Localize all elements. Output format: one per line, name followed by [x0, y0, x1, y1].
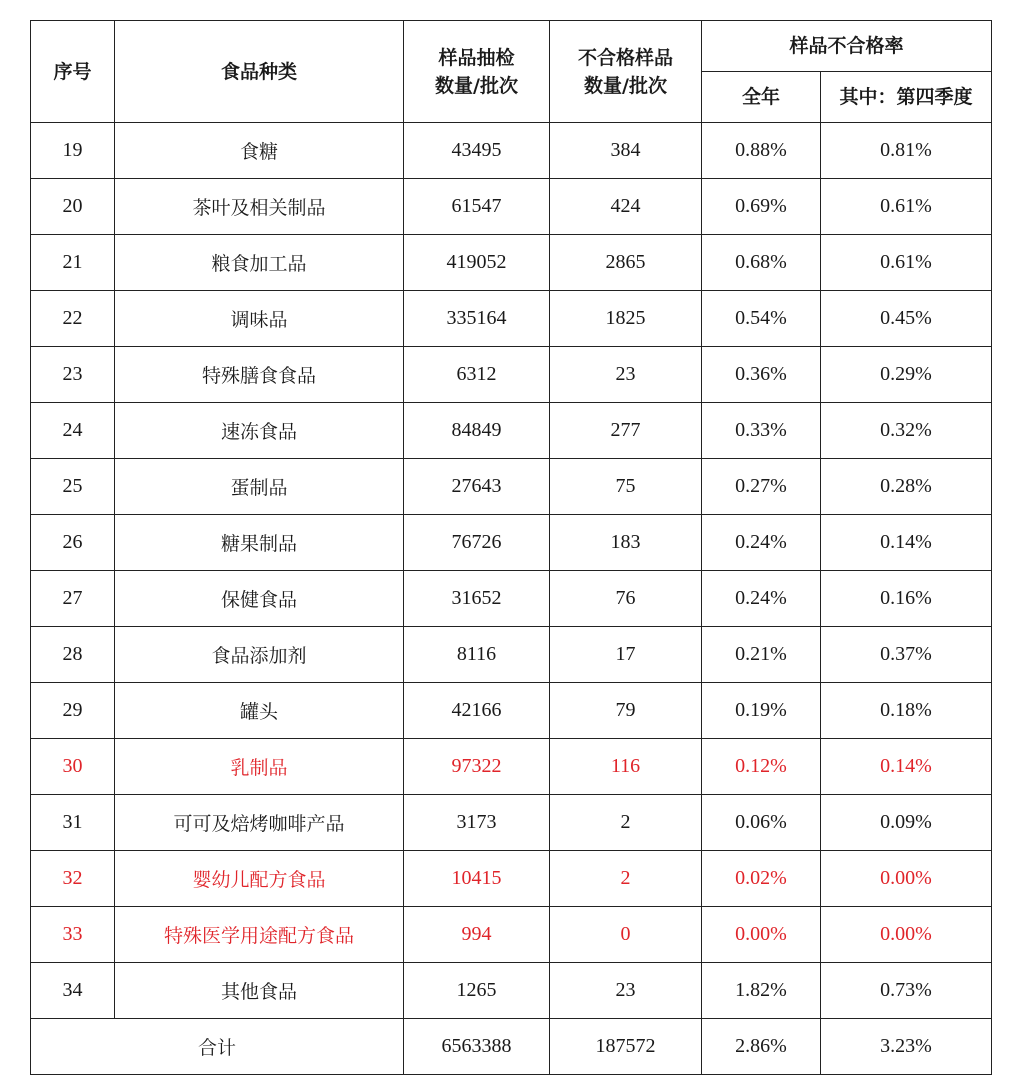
cell-failed: 76 [550, 571, 702, 627]
header-rate-q4: 其中：第四季度 [821, 72, 992, 123]
cell-rate-q4: 0.09% [821, 795, 992, 851]
cell-rate-q4: 0.28% [821, 459, 992, 515]
cell-seq: 21 [31, 235, 115, 291]
cell-rate-q4: 0.18% [821, 683, 992, 739]
cell-rate-year: 1.82% [702, 963, 821, 1019]
header-category: 食品种类 [115, 21, 404, 123]
cell-samples: 10415 [404, 851, 550, 907]
table-row [31, 851, 992, 907]
header-seq: 序号 [31, 21, 115, 123]
cell-rate-year: 0.19% [702, 683, 821, 739]
cell-rate-year: 0.24% [702, 515, 821, 571]
cell-failed: 17 [550, 627, 702, 683]
cell-failed: 79 [550, 683, 702, 739]
cell-category: 调味品 [115, 291, 404, 347]
header-rate: 样品不合格率 [702, 21, 992, 72]
table-row [31, 683, 992, 739]
cell-rate-year: 0.21% [702, 627, 821, 683]
inspection-table [30, 20, 992, 1075]
cell-rate-q4: 0.00% [821, 907, 992, 963]
cell-category: 蛋制品 [115, 459, 404, 515]
cell-failed: 75 [550, 459, 702, 515]
cell-category: 特殊膳食食品 [115, 347, 404, 403]
cell-rate-q4: 0.32% [821, 403, 992, 459]
cell-seq: 30 [31, 739, 115, 795]
cell-failed: 2 [550, 795, 702, 851]
table-row [31, 963, 992, 1019]
cell-rate-q4: 0.61% [821, 179, 992, 235]
table-row [31, 795, 992, 851]
table-row [31, 347, 992, 403]
cell-failed: 277 [550, 403, 702, 459]
cell-category: 其他食品 [115, 963, 404, 1019]
table-row [31, 571, 992, 627]
cell-failed: 116 [550, 739, 702, 795]
header-samples [404, 21, 550, 123]
total-rate-year: 2.86% [702, 1019, 821, 1075]
cell-category: 茶叶及相关制品 [115, 179, 404, 235]
cell-rate-year: 0.00% [702, 907, 821, 963]
cell-seq: 27 [31, 571, 115, 627]
total-row [31, 1019, 992, 1075]
cell-seq: 24 [31, 403, 115, 459]
cell-rate-q4: 0.45% [821, 291, 992, 347]
cell-rate-q4: 0.81% [821, 123, 992, 179]
cell-rate-year: 0.02% [702, 851, 821, 907]
cell-rate-q4: 0.16% [821, 571, 992, 627]
cell-category: 保健食品 [115, 571, 404, 627]
cell-samples: 97322 [404, 739, 550, 795]
table-row [31, 291, 992, 347]
cell-rate-q4: 0.37% [821, 627, 992, 683]
total-failed: 187572 [550, 1019, 702, 1075]
total-label: 合计 [31, 1019, 404, 1075]
cell-failed: 23 [550, 963, 702, 1019]
table-row [31, 403, 992, 459]
cell-rate-year: 0.88% [702, 123, 821, 179]
table-row [31, 235, 992, 291]
table-row [31, 179, 992, 235]
cell-rate-q4: 0.61% [821, 235, 992, 291]
cell-failed: 23 [550, 347, 702, 403]
cell-category: 速冻食品 [115, 403, 404, 459]
cell-seq: 28 [31, 627, 115, 683]
total-rate-q4: 3.23% [821, 1019, 992, 1075]
cell-failed: 2865 [550, 235, 702, 291]
header-failed-line2: 数量/批次 [584, 74, 667, 97]
cell-seq: 19 [31, 123, 115, 179]
cell-samples: 994 [404, 907, 550, 963]
cell-samples: 84849 [404, 403, 550, 459]
cell-seq: 20 [31, 179, 115, 235]
cell-category: 特殊医学用途配方食品 [115, 907, 404, 963]
cell-rate-year: 0.68% [702, 235, 821, 291]
total-samples: 6563388 [404, 1019, 550, 1075]
cell-failed: 384 [550, 123, 702, 179]
cell-failed: 0 [550, 907, 702, 963]
cell-rate-year: 0.27% [702, 459, 821, 515]
cell-rate-q4: 0.73% [821, 963, 992, 1019]
table-row [31, 459, 992, 515]
table-row [31, 627, 992, 683]
cell-rate-q4: 0.00% [821, 851, 992, 907]
table-row [31, 123, 992, 179]
cell-rate-q4: 0.14% [821, 515, 992, 571]
cell-category: 食糖 [115, 123, 404, 179]
cell-samples: 27643 [404, 459, 550, 515]
table-header [31, 21, 992, 123]
cell-samples: 8116 [404, 627, 550, 683]
header-failed [550, 21, 702, 123]
header-failed-line1: 不合格样品 [577, 46, 673, 69]
cell-samples: 61547 [404, 179, 550, 235]
cell-samples: 31652 [404, 571, 550, 627]
cell-samples: 1265 [404, 963, 550, 1019]
table-row [31, 739, 992, 795]
cell-category: 粮食加工品 [115, 235, 404, 291]
cell-samples: 76726 [404, 515, 550, 571]
cell-samples: 42166 [404, 683, 550, 739]
header-rate-year: 全年 [702, 72, 821, 123]
cell-samples: 3173 [404, 795, 550, 851]
cell-rate-year: 0.06% [702, 795, 821, 851]
cell-rate-year: 0.36% [702, 347, 821, 403]
cell-failed: 183 [550, 515, 702, 571]
cell-samples: 419052 [404, 235, 550, 291]
cell-seq: 22 [31, 291, 115, 347]
cell-failed: 1825 [550, 291, 702, 347]
cell-failed: 2 [550, 851, 702, 907]
cell-samples: 335164 [404, 291, 550, 347]
cell-seq: 25 [31, 459, 115, 515]
table-body [31, 123, 992, 1075]
cell-category: 食品添加剂 [115, 627, 404, 683]
cell-samples: 6312 [404, 347, 550, 403]
cell-seq: 29 [31, 683, 115, 739]
cell-rate-year: 0.69% [702, 179, 821, 235]
cell-category: 可可及焙烤咖啡产品 [115, 795, 404, 851]
cell-seq: 34 [31, 963, 115, 1019]
cell-samples: 43495 [404, 123, 550, 179]
table-row [31, 515, 992, 571]
cell-seq: 31 [31, 795, 115, 851]
cell-category: 乳制品 [115, 739, 404, 795]
cell-category: 婴幼儿配方食品 [115, 851, 404, 907]
cell-seq: 23 [31, 347, 115, 403]
cell-rate-year: 0.33% [702, 403, 821, 459]
cell-failed: 424 [550, 179, 702, 235]
header-samples-line1: 样品抽检 [438, 46, 515, 69]
cell-seq: 26 [31, 515, 115, 571]
cell-seq: 32 [31, 851, 115, 907]
cell-seq: 33 [31, 907, 115, 963]
table-row [31, 907, 992, 963]
cell-category: 罐头 [115, 683, 404, 739]
cell-rate-q4: 0.29% [821, 347, 992, 403]
cell-category: 糖果制品 [115, 515, 404, 571]
header-samples-line2: 数量/批次 [435, 74, 518, 97]
cell-rate-q4: 0.14% [821, 739, 992, 795]
cell-rate-year: 0.54% [702, 291, 821, 347]
cell-rate-year: 0.24% [702, 571, 821, 627]
cell-rate-year: 0.12% [702, 739, 821, 795]
